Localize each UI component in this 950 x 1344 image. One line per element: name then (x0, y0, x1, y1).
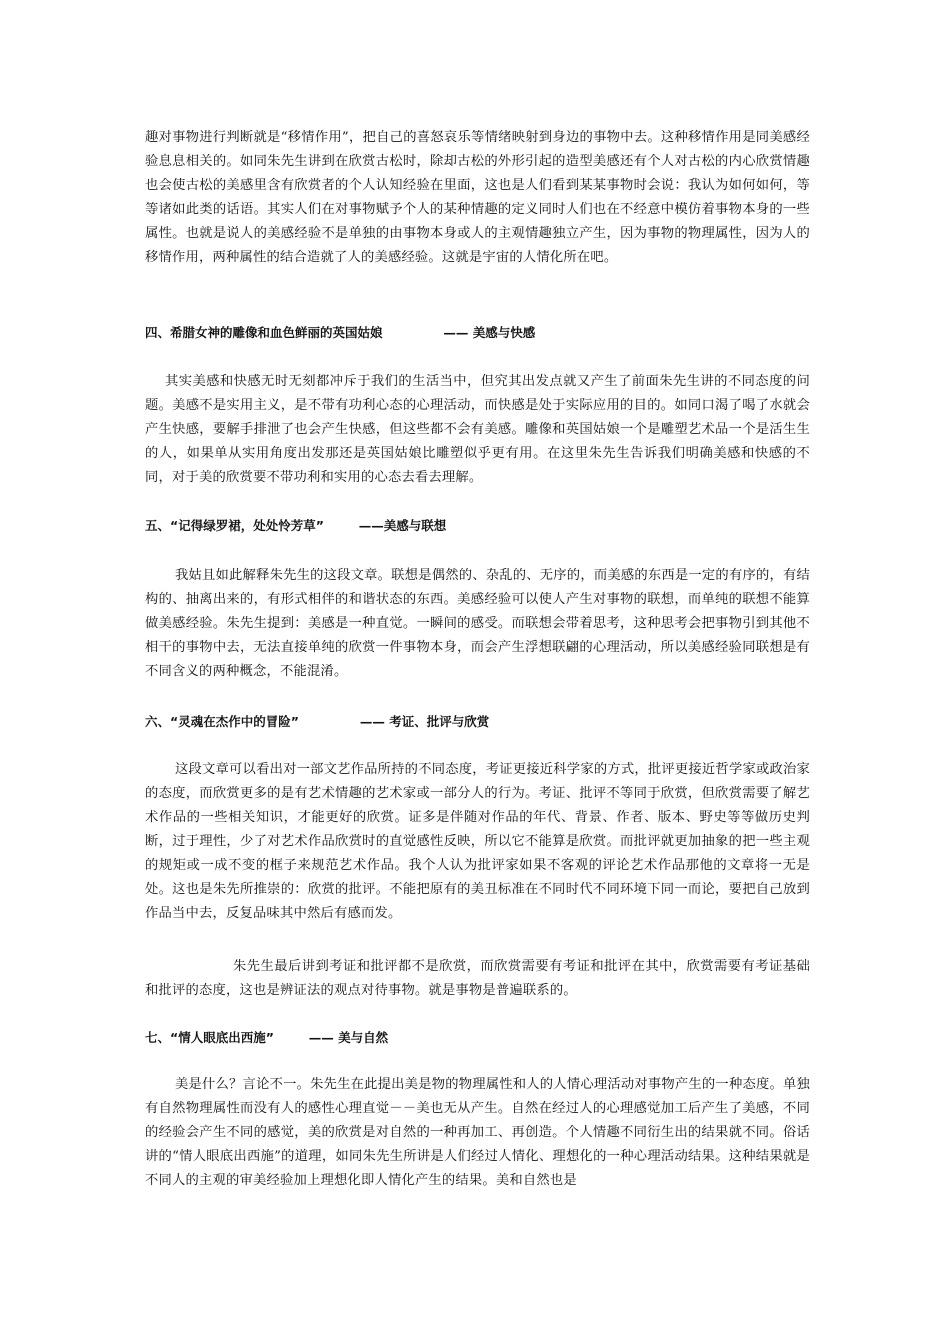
paragraph-beauty-pleasure: 其实美感和快感无时无刻都冲斥于我们的生活当中，但究其出发点就又产生了前面朱先生讲的不同态度的问题。美感不是实用主义，是不带有功利心态的心理活动，而快感是处于实际应用的目的。如同口渴了喝了水就会产生快感，要解手排泄了也会产生快感，但这些都不会有美感。雕像和英国姑娘一个是雕塑艺术品一个是活生生的人，如果单从实用角度出发那还是英国姑娘比雕塑似乎更有用。在这里朱先生告诉我们明确美感和快感的不同，对于美的欣赏要不带功利和实用的心态去看去理解。 (145, 374, 810, 485)
paragraph-dialectics: 朱先生最后讲到考证和批评都不是欣赏，而欣赏需要有考证和批评在其中，欣赏需要有考证基础和批评的态度，这也是辨证法的观点对待事物。就是事物是普遍联系的。 (145, 959, 810, 998)
section-heading-4: 四、希腊女神的雕像和血色鲜丽的英国姑娘 —— 美感与快感 (145, 325, 536, 340)
paragraph-beauty-association: 我姑且如此解释朱先生的这段文章。联想是偶然的、杂乱的、无序的，而美感的东西是一定的有序的，有结构的、抽离出来的，有形式相伴的和谐状态的东西。美感经验可以使人产生对事物的联想，而单纯的联想不能算做美感经验。朱先生提到：美感是一种直觉。一瞬间的感受。而联想会带着思考，这种思考会把事物引到其他不相干的事物中去，无法直接单纯的欣赏一件事物本身，而会产生浮想联翩的心理活动，所以美感经验同联想是有不同含义的两种概念，不能混淆。 (145, 568, 810, 679)
paragraph-beauty-nature: 美是什么？言论不一。朱先生在此提出美是物的物理属性和人的人情心理活动对事物产生的一种态度。单独有自然物理属性而没有人的感性心理直觉－－美也无从产生。自然在经过人的心理感觉加工后产生了美感，不同的经验会产生不同的感觉，美的欣赏是对自然的一种再加工、再创造。个人情趣不同衍生出的结果就不同。俗话讲的“情人眼底出西施”的道理，如同朱先生所讲是人们经过人情化、理想化的一种心理活动结果。这种结果就是不同人的主观的审美经验加上理想化即人情化产生的结果。美和自然也是 (145, 1077, 810, 1188)
section-heading-6: 六、“灵魂在杰作中的冒险” —— 考证、批评与欣赏 (145, 714, 490, 729)
section-heading-7: 七、“情人眼底出西施” —— 美与自然 (145, 1030, 389, 1045)
paragraph-empathy: 趣对事物进行判断就是“移情作用”，把自己的喜怒哀乐等情绪映射到身边的事物中去。这种移情作用是同美感经验息息相关的。如同朱先生讲到在欣赏古松时，除却古松的外形引起的造型美感还有个人对古松的内心欣赏情趣也会使古松的美感里含有欣赏者的个人认知经验在里面，这也是人们看到某某事物时会说：我认为如何如何，等等诸如此类的话语。其实人们在对事物赋予个人的某种情趣的定义同时人们也在不经意中模仿着事物本身的一些属性。也就是说人的美感经验不是单独的由事物本身或人的主观情趣独立产生，因为事物的物理属性，因为人的移情作用，两种属性的结合造就了人的美感经验。这就是宇宙的人情化所在吧。 (145, 130, 810, 265)
section-heading-5: 五、“记得绿罗裙，处处怜芳草” ——美感与联想 (145, 518, 447, 533)
paragraph-criticism-appreciation: 这段文章可以看出对一部文艺作品所持的不同态度，考证更接近科学家的方式，批评更接近哲学家或政治家的态度，而欣赏更多的是有艺术情趣的艺术家或一部分人的行为。考证、批评不等同于欣赏，但欣赏需要了解艺术作品的一些相关知识，才能更好的欣赏。证多是伴随对作品的年代、背景、作者、版本、野史等等做历史判断，过于理性，少了对艺术作品欣赏时的直觉感性反映，所以它不能算是欣赏。而批评就更加抽象的把一些主观的规矩或一成不变的框子来规范艺术作品。我个人认为批评家如果不客观的评论艺术作品那他的文章将一无是处。这也是朱先所推崇的：欣赏的批评。不能把原有的美丑标准在不同时代不同环境下同一而论，要把自己放到作品当中去，反复品味其中然后有感而发。 (145, 762, 810, 921)
